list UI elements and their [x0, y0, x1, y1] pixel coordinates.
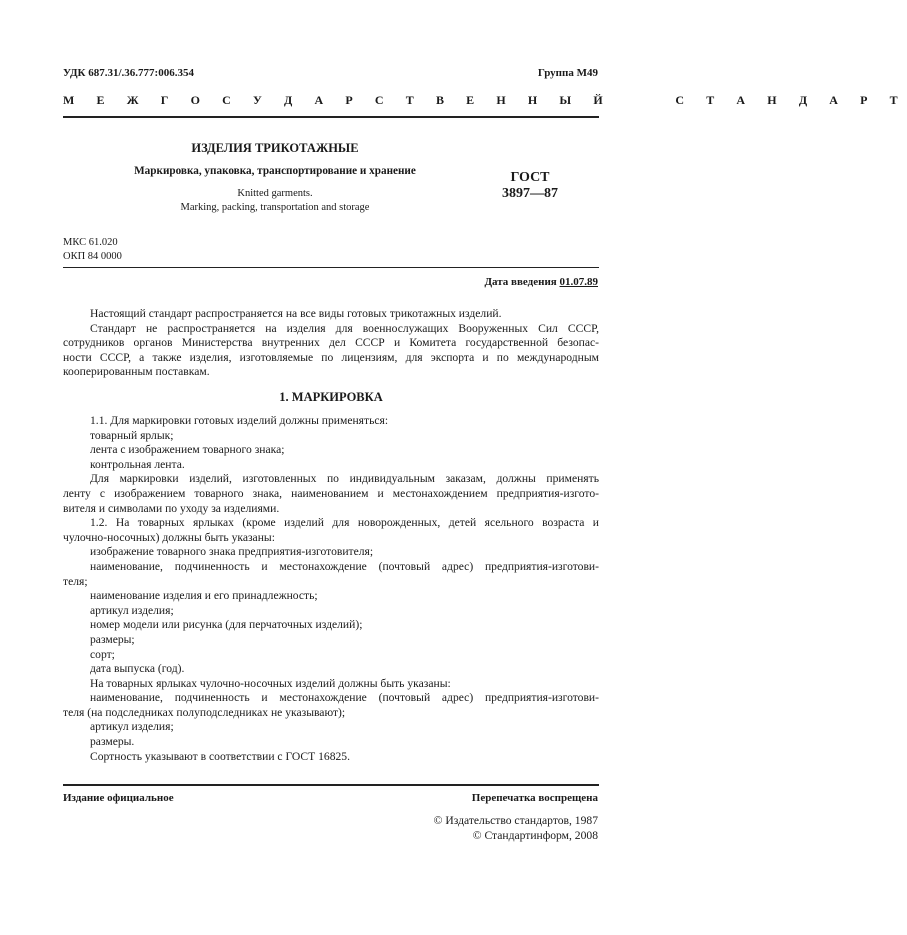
group-code: Группа М49	[537, 67, 598, 79]
s12-line1: 1.2. На товарных ярлыках (кроме изделий для новорожденных, детей ясельного возраста и	[90, 516, 599, 530]
s12-line9: размеры;	[90, 632, 135, 646]
s12b-line6: Сортность указывают в соответствии с ГОСТ 16825.	[90, 749, 350, 763]
s12-line8: номер модели или рисунка (для перчаточных изделий);	[90, 618, 363, 632]
intro-p2-line1: Стандарт не распространяется на изделия для военнослужащих Вооруженных Сил СССР,	[90, 321, 599, 335]
official-edition: Издание официальное	[63, 792, 174, 804]
intro-p2-line3: ности СССР, а также изделия, изготовляемые по лицензиям, для экспорта и по международным	[63, 350, 599, 364]
s12b-line4: артикул изделия;	[90, 720, 174, 734]
section1-body	[63, 414, 599, 764]
s12b-line2: наименование, подчиненность и местонахождение (почтовый адрес) предприятия-изготови-	[90, 691, 599, 705]
udk-code: УДК 687.31/.36.777:006.354	[63, 67, 194, 79]
intro-date	[484, 276, 598, 288]
section-heading: 1. МАРКИРОВКА	[279, 390, 383, 404]
intro-p2-line4: кооперированным поставкам.	[63, 365, 210, 379]
s12-line6: наименование изделия и его принадлежность;	[90, 589, 318, 603]
standard-type-heading: М Е Ж Г О С У Д А Р С Т В Е Н Н Ы Й С Т А Н Д А Р Т	[63, 93, 907, 107]
reprint-notice: Перепечатка воспрещена	[471, 792, 598, 804]
s11-line1: 1.1. Для маркировки готовых изделий должны применяться:	[90, 414, 389, 427]
intro-date-value: 01.07.89	[559, 276, 598, 288]
s11-line3: лента с изображением товарного знака;	[90, 443, 285, 457]
s11b-line2: ленту с изображением товарного знака, наименованием и местонахождением предприятия-изгото-	[63, 486, 599, 500]
s12-line10: сорт;	[90, 647, 115, 661]
s12-line2: чулочно-носочных) должны быть указаны:	[63, 530, 275, 544]
document-title: ИЗДЕЛИЯ ТРИКОТАЖНЫЕ	[191, 141, 359, 155]
intro-paragraphs	[63, 307, 599, 380]
gost-number: 3897—87	[502, 186, 558, 201]
s12b-line1: На товарных ярлыках чулочно-носочных изделий должны быть указаны:	[90, 676, 451, 690]
copyright-publisher: © Издательство стандартов, 1987	[433, 814, 598, 827]
okp-code: ОКП 84 0000	[63, 251, 122, 262]
document-subtitle: Маркировка, упаковка, транспортирование и хранение	[134, 165, 416, 177]
english-title-line2: Marking, packing, transportation and storage	[180, 202, 370, 213]
s11-line4: контрольная лента.	[90, 457, 185, 471]
s12-line4: наименование, подчиненность и местонахождение (почтовый адрес) предприятия-изготови-	[90, 559, 599, 573]
codes-rule	[63, 267, 599, 268]
header-rule	[63, 116, 599, 118]
s11b-line3: вителя и символами по уходу за изделиями.	[63, 501, 280, 515]
footer-rule	[63, 784, 599, 786]
s12b-line5: размеры.	[90, 735, 135, 749]
intro-date-label: Дата введения	[484, 276, 557, 288]
copyright-standartinform: © Стандартинформ, 2008	[472, 829, 598, 842]
s12-line7: артикул изделия;	[90, 603, 174, 617]
intro-p1: Настоящий стандарт распространяется на все виды готовых трикотажных изделий.	[90, 307, 502, 320]
s11-line2: товарный ярлык;	[90, 428, 174, 442]
mks-code: МКС 61.020	[63, 237, 118, 248]
intro-p2-line2: сотрудников органов Министерства внутренних дел СССР и Комитета государственной безопас-	[63, 336, 599, 350]
english-title-line1: Knitted garments.	[237, 188, 313, 199]
s12-line3: изображение товарного знака предприятия-изготовителя;	[90, 545, 374, 559]
gost-label: ГОСТ	[510, 170, 550, 185]
s12b-line3: теля (на подследниках полуподследниках не указывают);	[63, 705, 346, 719]
s12-line5: теля;	[63, 574, 88, 588]
s11b-line1: Для маркировки изделий, изготовленных по индивидуальным заказам, должны применять	[90, 472, 599, 486]
s12-line11: дата выпуска (год).	[90, 662, 185, 676]
